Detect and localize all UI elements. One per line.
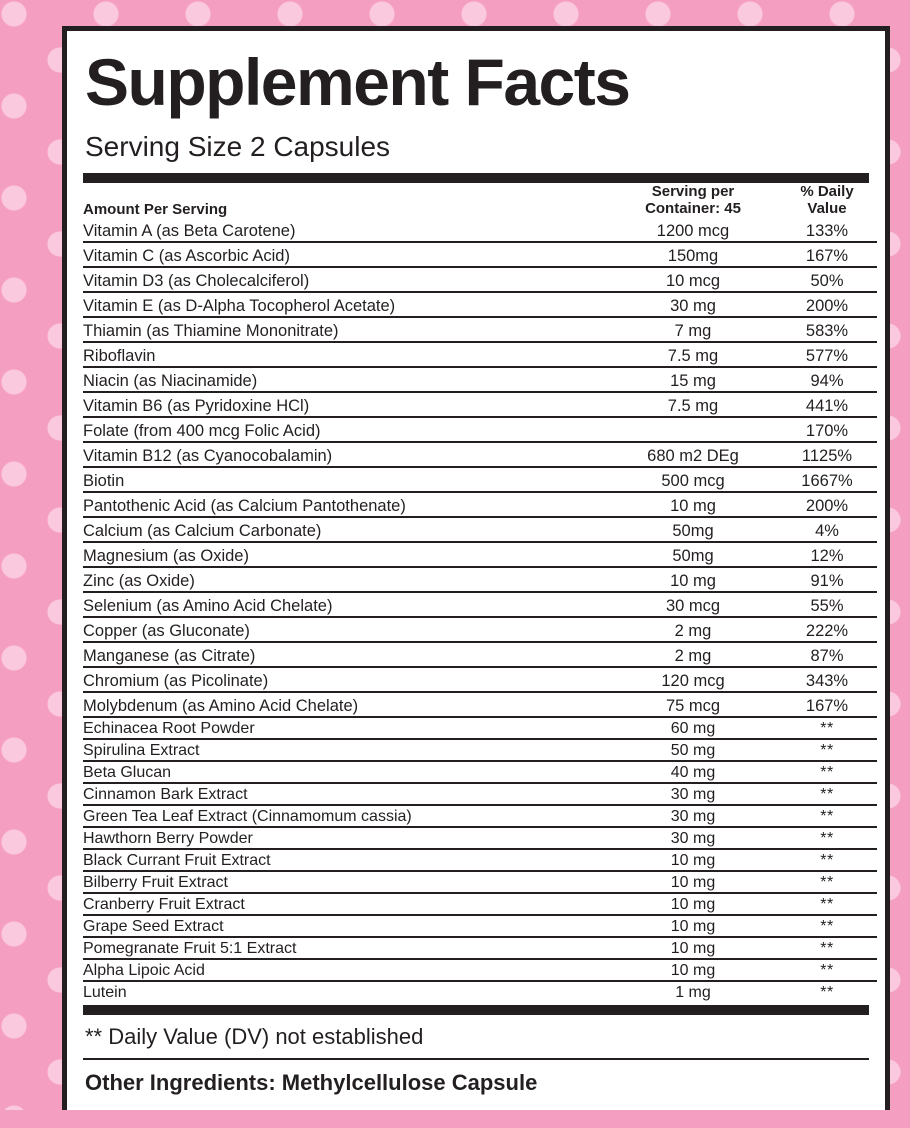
ingredient-amount: 1 mg <box>609 981 777 1002</box>
ingredient-amount: 50mg <box>609 542 777 567</box>
ingredient-name: Echinacea Root Powder <box>83 717 609 739</box>
ingredient-amount <box>609 417 777 442</box>
table-row <box>83 292 877 317</box>
table-row <box>83 849 877 871</box>
ingredient-amount: 10 mg <box>609 937 777 959</box>
ingredient-daily-value: 343% <box>777 667 877 692</box>
supplement-facts-panel <box>62 26 890 1110</box>
ingredient-name: Magnesium (as Oxide) <box>83 542 609 567</box>
ingredient-amount: 15 mg <box>609 367 777 392</box>
ingredient-daily-value: 1125% <box>777 442 877 467</box>
ingredient-name: Niacin (as Niacinamide) <box>83 367 609 392</box>
column-header-serving-per-container-line2: Container: 45 <box>609 200 777 217</box>
ingredient-name: Vitamin B12 (as Cyanocobalamin) <box>83 442 609 467</box>
column-header-serving-per-container-line1: Serving per <box>609 183 777 200</box>
ingredient-amount: 680 m2 DEg <box>609 442 777 467</box>
ingredient-name: Pomegranate Fruit 5:1 Extract <box>83 937 609 959</box>
ingredient-name: Black Currant Fruit Extract <box>83 849 609 871</box>
ingredient-name: Alpha Lipoic Acid <box>83 959 609 981</box>
table-row <box>83 739 877 761</box>
table-row <box>83 592 877 617</box>
ingredient-amount: 30 mcg <box>609 592 777 617</box>
ingredient-daily-value: 200% <box>777 292 877 317</box>
ingredient-daily-value: ** <box>777 805 877 827</box>
table-row <box>83 417 877 442</box>
daily-value-footnote: ** Daily Value (DV) not established <box>83 1015 869 1058</box>
table-row <box>83 342 877 367</box>
ingredient-name: Green Tea Leaf Extract (Cinnamomum cassia) <box>83 805 609 827</box>
ingredient-name: Molybdenum (as Amino Acid Chelate) <box>83 692 609 717</box>
ingredient-daily-value: ** <box>777 783 877 805</box>
ingredient-amount: 30 mg <box>609 783 777 805</box>
table-row <box>83 871 877 893</box>
table-row <box>83 761 877 783</box>
ingredient-daily-value: ** <box>777 761 877 783</box>
ingredient-name: Grape Seed Extract <box>83 915 609 937</box>
ingredient-amount: 7 mg <box>609 317 777 342</box>
ingredient-amount: 40 mg <box>609 761 777 783</box>
supplement-facts-table <box>83 183 877 1002</box>
table-row <box>83 805 877 827</box>
ingredient-daily-value: 167% <box>777 242 877 267</box>
table-row <box>83 317 877 342</box>
ingredient-name: Bilberry Fruit Extract <box>83 871 609 893</box>
ingredient-daily-value: 1667% <box>777 467 877 492</box>
table-row <box>83 617 877 642</box>
ingredient-name: Thiamin (as Thiamine Mononitrate) <box>83 317 609 342</box>
ingredient-name: Lutein <box>83 981 609 1002</box>
ingredient-daily-value: ** <box>777 827 877 849</box>
ingredient-daily-value: 577% <box>777 342 877 367</box>
ingredient-amount: 2 mg <box>609 642 777 667</box>
ingredient-name: Calcium (as Calcium Carbonate) <box>83 517 609 542</box>
ingredient-amount: 1200 mcg <box>609 218 777 242</box>
ingredient-name: Hawthorn Berry Powder <box>83 827 609 849</box>
table-row <box>83 467 877 492</box>
ingredient-daily-value: 94% <box>777 367 877 392</box>
ingredient-daily-value: 55% <box>777 592 877 617</box>
table-row <box>83 642 877 667</box>
ingredient-amount: 50mg <box>609 517 777 542</box>
table-row <box>83 959 877 981</box>
ingredient-amount: 10 mg <box>609 871 777 893</box>
table-row <box>83 692 877 717</box>
ingredient-name: Selenium (as Amino Acid Chelate) <box>83 592 609 617</box>
ingredient-daily-value: 133% <box>777 218 877 242</box>
ingredient-name: Spirulina Extract <box>83 739 609 761</box>
ingredient-daily-value: ** <box>777 937 877 959</box>
ingredient-name: Folate (from 400 mcg Folic Acid) <box>83 417 609 442</box>
ingredient-amount: 10 mcg <box>609 267 777 292</box>
ingredient-name: Vitamin D3 (as Cholecalciferol) <box>83 267 609 292</box>
ingredient-amount: 500 mcg <box>609 467 777 492</box>
ingredient-name: Copper (as Gluconate) <box>83 617 609 642</box>
ingredient-name: Vitamin A (as Beta Carotene) <box>83 218 609 242</box>
table-row <box>83 567 877 592</box>
ingredient-amount: 60 mg <box>609 717 777 739</box>
ingredient-daily-value: 4% <box>777 517 877 542</box>
table-row <box>83 783 877 805</box>
table-row <box>83 915 877 937</box>
ingredient-amount: 30 mg <box>609 827 777 849</box>
table-header-row <box>83 183 877 218</box>
ingredient-amount: 10 mg <box>609 893 777 915</box>
header-divider-thick <box>83 173 869 183</box>
ingredient-daily-value: ** <box>777 893 877 915</box>
ingredient-amount: 30 mg <box>609 292 777 317</box>
table-row <box>83 827 877 849</box>
ingredient-name: Riboflavin <box>83 342 609 367</box>
ingredient-name: Manganese (as Citrate) <box>83 642 609 667</box>
ingredient-name: Vitamin B6 (as Pyridoxine HCl) <box>83 392 609 417</box>
table-row <box>83 442 877 467</box>
ingredient-daily-value: ** <box>777 717 877 739</box>
ingredient-daily-value: 170% <box>777 417 877 442</box>
ingredient-amount: 30 mg <box>609 805 777 827</box>
table-row <box>83 392 877 417</box>
column-header-percent-daily-value-line1: % Daily <box>777 183 877 200</box>
ingredient-daily-value: ** <box>777 981 877 1002</box>
table-row <box>83 367 877 392</box>
column-header-serving-per-container <box>609 183 777 218</box>
ingredient-name: Vitamin C (as Ascorbic Acid) <box>83 242 609 267</box>
ingredient-amount: 75 mcg <box>609 692 777 717</box>
ingredient-amount: 150mg <box>609 242 777 267</box>
serving-size-label: Serving Size 2 Capsules <box>85 133 869 161</box>
ingredient-amount: 120 mcg <box>609 667 777 692</box>
column-header-percent-daily-value-line2: Value <box>777 200 877 217</box>
ingredient-amount: 7.5 mg <box>609 342 777 367</box>
ingredient-daily-value: 12% <box>777 542 877 567</box>
ingredient-daily-value: ** <box>777 959 877 981</box>
ingredient-amount: 10 mg <box>609 959 777 981</box>
ingredient-amount: 7.5 mg <box>609 392 777 417</box>
table-row <box>83 667 877 692</box>
table-row <box>83 937 877 959</box>
ingredient-daily-value: 441% <box>777 392 877 417</box>
ingredient-daily-value: ** <box>777 849 877 871</box>
other-ingredients-text: Other Ingredients: Methylcellulose Capsule <box>83 1060 869 1094</box>
column-header-percent-daily-value <box>777 183 877 218</box>
table-row <box>83 218 877 242</box>
ingredient-daily-value: 87% <box>777 642 877 667</box>
ingredient-daily-value: ** <box>777 871 877 893</box>
ingredient-name: Pantothenic Acid (as Calcium Pantothenate) <box>83 492 609 517</box>
ingredient-name: Vitamin E (as D-Alpha Tocopherol Acetate) <box>83 292 609 317</box>
ingredient-amount: 10 mg <box>609 567 777 592</box>
ingredient-name: Biotin <box>83 467 609 492</box>
ingredient-amount: 50 mg <box>609 739 777 761</box>
table-header <box>83 183 877 218</box>
ingredient-amount: 10 mg <box>609 915 777 937</box>
table-row <box>83 893 877 915</box>
table-row <box>83 717 877 739</box>
table-row <box>83 492 877 517</box>
table-row <box>83 267 877 292</box>
ingredient-daily-value: ** <box>777 915 877 937</box>
table-row <box>83 242 877 267</box>
ingredient-name: Zinc (as Oxide) <box>83 567 609 592</box>
ingredient-name: Cranberry Fruit Extract <box>83 893 609 915</box>
ingredient-amount: 2 mg <box>609 617 777 642</box>
ingredient-daily-value: 583% <box>777 317 877 342</box>
footer-divider-thick <box>83 1005 869 1015</box>
ingredient-daily-value: 167% <box>777 692 877 717</box>
column-header-amount-per-serving: Amount Per Serving <box>83 183 609 218</box>
ingredient-amount: 10 mg <box>609 849 777 871</box>
ingredient-daily-value: 91% <box>777 567 877 592</box>
page-title: Supplement Facts <box>85 49 869 115</box>
ingredient-name: Cinnamon Bark Extract <box>83 783 609 805</box>
ingredient-name: Beta Glucan <box>83 761 609 783</box>
table-row <box>83 517 877 542</box>
table-row <box>83 542 877 567</box>
ingredient-amount: 10 mg <box>609 492 777 517</box>
ingredient-daily-value: ** <box>777 739 877 761</box>
ingredient-daily-value: 50% <box>777 267 877 292</box>
ingredient-daily-value: 222% <box>777 617 877 642</box>
ingredient-name: Chromium (as Picolinate) <box>83 667 609 692</box>
table-body <box>83 218 877 1002</box>
table-row <box>83 981 877 1002</box>
ingredient-daily-value: 200% <box>777 492 877 517</box>
